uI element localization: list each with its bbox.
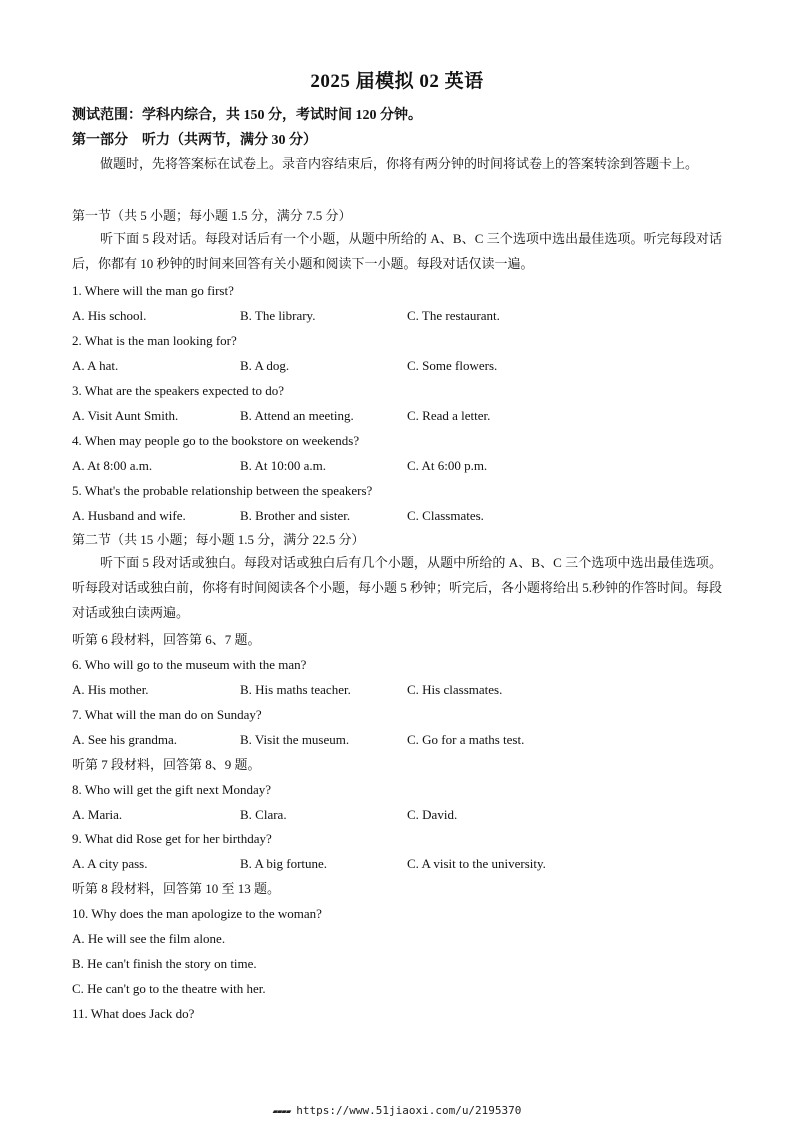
question-9: 9. What did Rose get for her birthday? bbox=[72, 831, 272, 846]
q4-option-a: A. At 8:00 a.m. bbox=[72, 458, 153, 473]
q10-option-c: C. He can't go to the theatre with her. bbox=[72, 981, 266, 996]
q9-option-a: A. A city pass. bbox=[72, 856, 148, 871]
q9-option-b: B. A big fortune. bbox=[240, 856, 328, 871]
q2-option-b: B. A dog. bbox=[240, 358, 290, 373]
q2-option-c: C. Some flowers. bbox=[407, 358, 498, 373]
page-title: 2025 届模拟 02 英语 bbox=[310, 71, 484, 92]
q3-option-c: C. Read a letter. bbox=[407, 408, 491, 423]
q3-option-a: A. Visit Aunt Smith. bbox=[72, 408, 179, 423]
question-7: 7. What will the man do on Sunday? bbox=[72, 707, 262, 722]
section1-instruction: 听下面 5 段对话。每段对话后有一个小题，从题中所给的 A、B、C 三个选项中选出最佳选项。听完每段对话后，你都有 10 秒钟的时间来回答有关小题和阅读下一小题。每段对话仅读一遍。 bbox=[72, 231, 722, 271]
q1-option-b: B. The library. bbox=[240, 308, 316, 323]
q5-option-c: C. Classmates. bbox=[407, 508, 484, 523]
q8-option-c: C. David. bbox=[407, 807, 458, 822]
question-5: 5. What's the probable relationship between the speakers? bbox=[72, 483, 373, 498]
section2-heading: 第二节（共 15 小题；每小题 1.5 分，满分 22.5 分） bbox=[72, 532, 365, 547]
general-instruction: 做题时，先将答案标在试卷上。录音内容结束后，你将有两分钟的时间将试卷上的答案转涂到答题卡上。 bbox=[100, 156, 699, 171]
material-7-note: 听第 7 段材料，回答第 8、9 题。 bbox=[72, 757, 261, 772]
question-1: 1. Where will the man go first? bbox=[72, 283, 234, 298]
material-6-note: 听第 6 段材料，回答第 6、7 题。 bbox=[72, 632, 261, 647]
q7-option-c: C. Go for a maths test. bbox=[407, 732, 525, 747]
q6-option-a: A. His mother. bbox=[72, 682, 149, 697]
q6-option-c: C. His classmates. bbox=[407, 682, 503, 697]
footer-url[interactable]: https://www.51jiaoxi.com/u/2195370 bbox=[296, 1104, 522, 1117]
footer bbox=[0, 1104, 794, 1117]
q3-option-b: B. Attend an meeting. bbox=[240, 408, 354, 423]
question-8: 8. Who will get the gift next Monday? bbox=[72, 782, 272, 797]
q7-option-b: B. Visit the museum. bbox=[240, 732, 350, 747]
material-8-note: 听第 8 段材料，回答第 10 至 13 题。 bbox=[72, 881, 281, 896]
q4-option-b: B. At 10:00 a.m. bbox=[240, 458, 326, 473]
q2-option-a: A. A hat. bbox=[72, 358, 119, 373]
q7-option-a: A. See his grandma. bbox=[72, 732, 178, 747]
site-logo: ▰▰▰▰ bbox=[272, 1107, 291, 1117]
q1-option-c: C. The restaurant. bbox=[407, 308, 500, 323]
question-11: 11. What does Jack do? bbox=[72, 1006, 195, 1021]
q10-option-a: A. He will see the film alone. bbox=[72, 931, 226, 946]
q5-option-a: A. Husband and wife. bbox=[72, 508, 186, 523]
q6-option-b: B. His maths teacher. bbox=[240, 682, 351, 697]
q8-option-b: B. Clara. bbox=[240, 807, 287, 822]
question-4: 4. When may people go to the bookstore on weekends? bbox=[72, 433, 360, 448]
question-2: 2. What is the man looking for? bbox=[72, 333, 237, 348]
section1-heading: 第一节（共 5 小题；每小题 1.5 分，满分 7.5 分） bbox=[72, 208, 352, 223]
q8-option-a: A. Maria. bbox=[72, 807, 123, 822]
q10-option-b: B. He can't finish the story on time. bbox=[72, 956, 257, 971]
test-scope: 测试范围：学科内综合，共 150 分，考试时间 120 分钟。 bbox=[72, 108, 422, 123]
q1-option-a: A. His school. bbox=[72, 308, 147, 323]
q5-option-b: B. Brother and sister. bbox=[240, 508, 351, 523]
part1-heading: 第一部分 听力（共两节，满分 30 分） bbox=[72, 133, 317, 148]
section2-instruction: 听下面 5 段对话或独白。每段对话或独白后有几个小题，从题中所给的 A、B、C 三个选项中选出最佳选项。听每段对话或独白前，你将有时间阅读各个小题，每小题 5 秒钟；听完后，各小题将给出 5.秒钟的作答时间。每段对话或独白读两遍。 bbox=[72, 555, 723, 620]
question-6: 6. Who will go to the museum with the man? bbox=[72, 657, 307, 672]
question-3: 3. What are the speakers expected to do? bbox=[72, 383, 284, 398]
question-10: 10. Why does the man apologize to the woman? bbox=[72, 906, 322, 921]
q4-option-c: C. At 6:00 p.m. bbox=[407, 458, 488, 473]
q9-option-c: C. A visit to the university. bbox=[407, 856, 546, 871]
